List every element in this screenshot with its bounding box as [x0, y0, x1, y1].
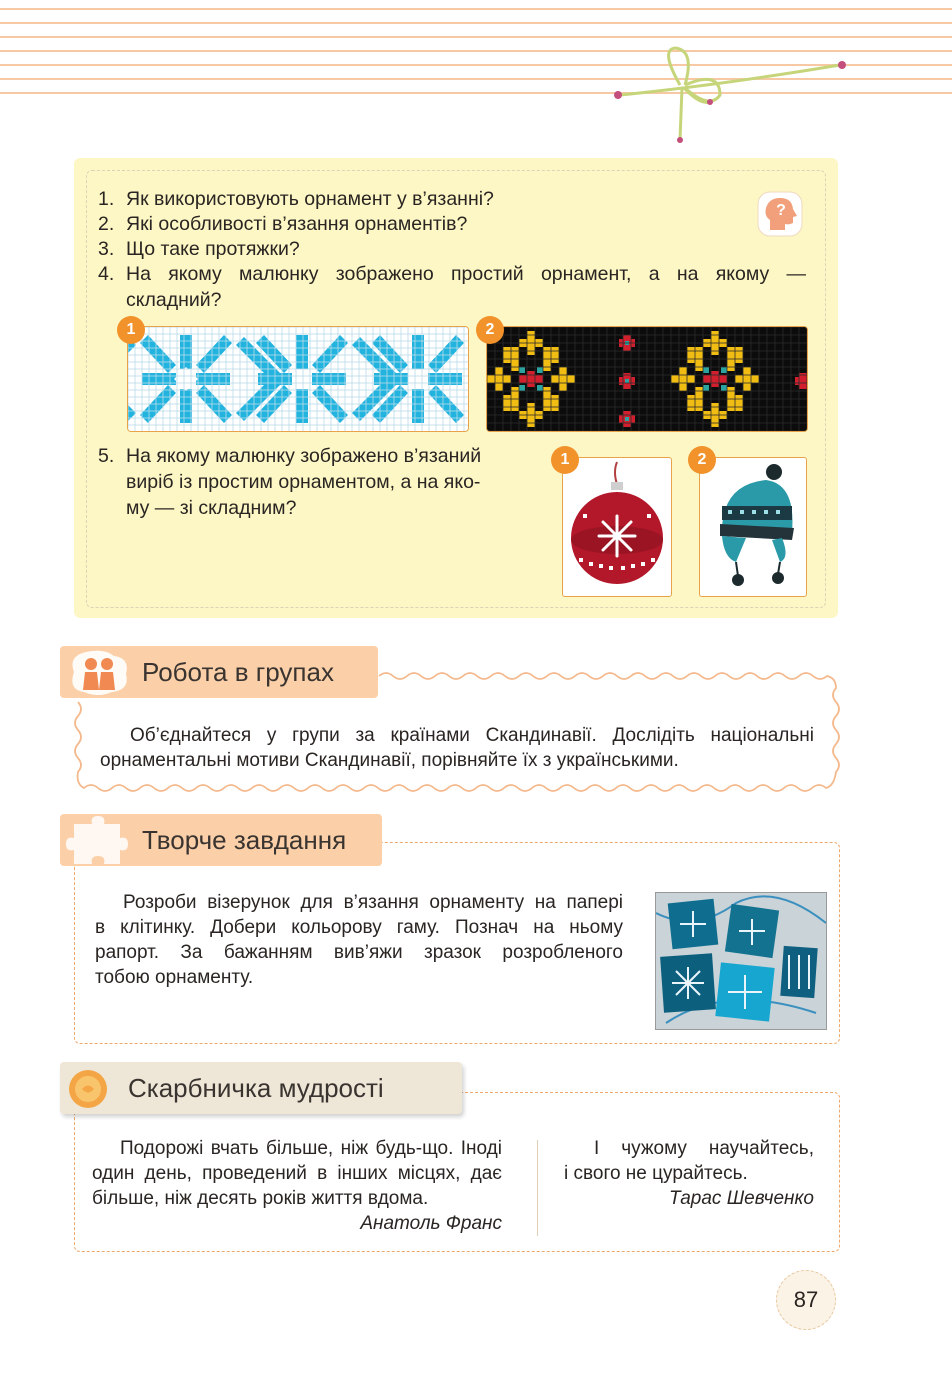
wisdom-left-line-2: один день, проведений в інших місцях, дає — [92, 1163, 502, 1184]
ribbon-bow-icon — [600, 40, 860, 150]
question-1-num: 1. — [98, 188, 115, 210]
wisdom-left-author: Анатоль Франс — [360, 1213, 502, 1234]
wisdom-left-line-1: Подорожі вчать більше, ніж будь-що. Іноді — [120, 1138, 502, 1159]
pattern-chart-simple — [127, 326, 469, 432]
creative-header — [60, 814, 382, 866]
badge-photo-1: 1 — [551, 446, 579, 474]
question-2 — [98, 211, 808, 237]
creative-title: Творче завдання — [142, 825, 347, 855]
page-number: 87 — [776, 1270, 836, 1330]
question-3-num: 3. — [98, 238, 115, 260]
knitted-samples-image — [655, 892, 827, 1030]
knitted-ball-image — [562, 457, 672, 597]
wisdom-divider — [537, 1140, 538, 1236]
question-5-text-cont2: му — зі складним? — [126, 497, 297, 519]
wisdom-header — [60, 1062, 462, 1114]
question-4-text: На якому малюнку зображено простий орнамент, а на якому — — [126, 263, 806, 285]
question-4-text-cont: складний? — [126, 289, 222, 311]
question-2-text: Які особливості в’язання орнаментів? — [126, 213, 468, 235]
treasure-coin-icon — [64, 1062, 134, 1114]
knitted-hat-image — [699, 457, 807, 597]
question-2-num: 2. — [98, 213, 115, 235]
question-5-text: На якому малюнку зображено в’язаний — [126, 445, 482, 467]
badge-pattern-2: 2 — [476, 316, 504, 344]
group-work-title: Робота в групах — [142, 657, 334, 687]
question-4 — [98, 261, 808, 313]
question-4-num: 4. — [98, 263, 115, 285]
group-work-line-1: Об’єднайтеся у групи за країнами Скандинавії. Дослідіть національні — [130, 725, 814, 746]
wisdom-quote-left — [92, 1136, 502, 1236]
puzzle-icon — [64, 814, 134, 866]
creative-text — [95, 890, 623, 990]
question-3 — [98, 236, 808, 262]
wisdom-left-line-3: більше, ніж десять років життя вдома. — [92, 1188, 429, 1209]
question-1 — [98, 186, 808, 212]
question-5-num: 5. — [98, 445, 115, 467]
question-3-text: Що таке протяжки? — [126, 238, 300, 260]
creative-line-4: тобою орнаменту. — [95, 967, 254, 988]
creative-line-3: рапорт. За бажанням вив’яжи зразок розробленого — [95, 942, 623, 963]
question-1-text: Як використовують орнамент у в’язанні? — [126, 188, 494, 210]
creative-line-2: в клітинку. Добери кольорову гаму. Познач на ньому — [95, 917, 623, 938]
wisdom-right-author: Тарас Шевченко — [669, 1188, 814, 1209]
group-people-icon — [64, 646, 134, 698]
group-work-header — [60, 646, 378, 698]
pattern-chart-complex — [486, 326, 808, 432]
badge-photo-2: 2 — [688, 446, 716, 474]
wisdom-right-line-1: І чужому научайтесь, — [594, 1138, 814, 1159]
svg-text:?: ? — [776, 202, 786, 219]
wisdom-title: Скарбничка мудрості — [128, 1073, 384, 1103]
badge-pattern-1: 1 — [117, 316, 145, 344]
creative-line-1: Розроби візерунок для в’язання орнаменту на папері — [123, 892, 623, 913]
group-work-line-2: орнаментальні мотиви Скандинавії, порівняйте їх з українськими. — [100, 750, 679, 771]
question-5 — [98, 443, 528, 521]
wisdom-right-line-2: і свого не цурайтесь. — [564, 1163, 748, 1184]
question-5-text-cont: виріб із простим орнаментом, а на яко- — [126, 471, 481, 493]
group-work-text — [100, 723, 814, 773]
wisdom-quote-right — [564, 1136, 814, 1211]
